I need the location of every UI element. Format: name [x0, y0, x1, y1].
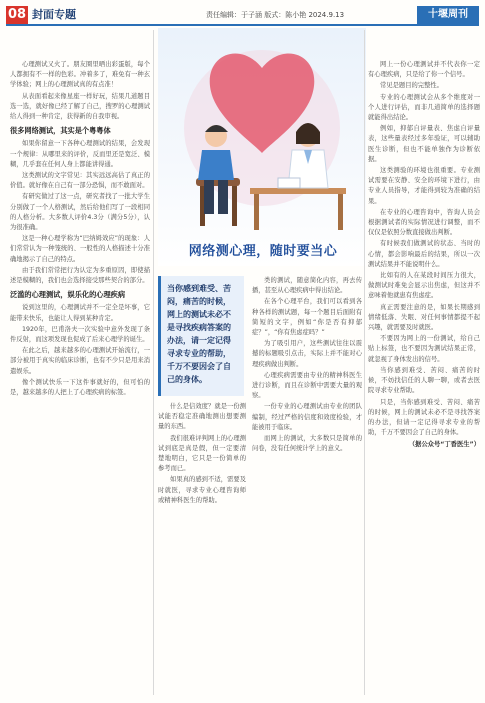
- source-credit: （据公众号“丁香医生”）: [408, 441, 480, 449]
- paragraph: 不要因为网上的一份测试，给自己贴上标签，也不要因为测试结果正常，就忽视了身体发出的信号。: [368, 335, 480, 363]
- article-column-4: [368, 60, 480, 451]
- paragraph: 专业的心理测试会从多个维度对一个人进行评估，而非几道简单的选择题就能得出结论。: [368, 93, 480, 122]
- column-divider: [153, 30, 154, 695]
- paragraph: 我们很难评判网上的心理测试到底是真是假，但一定要清楚地明白，它只是一份简单的参考而已。: [158, 434, 246, 473]
- subheading: 很多网络测试，其实是个粤粤体: [10, 126, 111, 136]
- article-column-3: [252, 276, 362, 455]
- paragraph: 说到这里的，心理测试并不一定全是坏事，它能带来快乐，也能让人得到某种肯定。: [10, 304, 150, 322]
- paragraph: 一份专业的心理测试由专业的团队编制，经过严格的信度和效度检验，才能被用于临床。: [252, 403, 362, 431]
- paragraph: 这类测验的环境也很重要。专业测试需要在安静、安全的环境下进行，由专业人员指导，才能得到较为准确的结果。: [368, 167, 480, 205]
- paragraph: 如果真的感到不适，需要及时就医，寻求专业心理咨询师或精神科医生的帮助。: [158, 476, 246, 504]
- paragraph: 在专业的心理咨询中，咨询人员会根据测试者的实际情况进行调整，而不仅仅是依照分数直接做出判断。: [368, 208, 480, 237]
- paragraph: 有研究做过了这一点，研究者找了一批大学生分别做了一个人格测试，然后给他们写了一段相同的人格分析。大多数人评价4.3分（满分5分），认为很准确。: [10, 193, 150, 232]
- paragraph: 这是一种心理学称为“巴纳姆效应”的现象：人们常常认为一种笼统的、一般性的人格描述十分准确地揭示了自己的特点。: [10, 235, 150, 263]
- paragraph: 在此之后，越来越多的心理测试开始流行，一部分被用于真实的临床诊断，也有不少只是用来消遣娱乐。: [10, 347, 150, 375]
- feature-title: 网络测心理，随时要当心: [188, 244, 338, 259]
- paragraph: 为了吸引用户，这些测试往往以震撼的标题吸引点击，实际上并不能对心理疾病做出判断。: [252, 340, 362, 368]
- paragraph: 真正需要注意的是，如果长期感到情绪低落、失眠、对任何事情都提不起兴趣，就需要及时就医。: [368, 303, 480, 332]
- article-column-1: [10, 60, 150, 399]
- paragraph: 常见是题目的完整性。: [380, 82, 443, 90]
- paragraph: 这类测试的文字常见：其实远远高估了真正的价值。就好像在自己有一部分恐惧，而不敢面对。: [10, 172, 150, 190]
- newspaper-brand: 十堰周刊: [417, 6, 479, 24]
- page-header: [6, 6, 479, 26]
- feature-illustration: [158, 28, 366, 266]
- paragraph: 有时候我们做测试的状态、当时的心情，都会影响最后的结果，所以一次测试结果并不能说明什么。: [368, 240, 480, 268]
- paragraph: 网上一份心理测试并不代表你一定有心理疾病，只是给了你一个信号。: [368, 61, 480, 79]
- paragraph: 类的测试，随意简化内容，再去传播，甚至从心理疾病中得出结论。: [252, 277, 362, 295]
- paragraph: 像个测试快乐一下这件事就好的，但可怕的是，越来越多的人把上了心理疾病的标签。: [10, 378, 150, 397]
- article-column-2: [158, 402, 246, 507]
- paragraph: 而网上的测试，大多数只是简单的问卷，没有任何统计学上的意义。: [252, 435, 362, 453]
- credits-line: 责任编辑：于子涵 版式：陈小艳 2024.9.13: [206, 11, 345, 19]
- paragraph: 从表面看起来像星座一样好玩，结果几道题目选一选，就好像已经了解了自己，搜罗的心理测试给人得到一种肯定，获得新的自我审视。: [10, 92, 150, 121]
- column-divider: [364, 30, 365, 695]
- subheading: 泛滥的心理测试，娱乐化的心理疾病: [10, 290, 126, 300]
- pull-quote: 当你感到难受、苦闷，痛苦的时候，网上的测试未必不是寻找疾病答案的办法，请一定记得寻求专业的帮助，千万不要因会了自己的身体。: [158, 276, 244, 396]
- paragraph: 只是，当你感到难受、苦闷、痛苦的时候，网上的测试未必不是寻找答案的办法，但请一定记得寻求专业的帮助，千万不要因会了自己的身体。: [368, 398, 480, 437]
- doctor-patient-illustration: [158, 28, 366, 266]
- page-number: 08: [7, 7, 27, 22]
- paragraph: 心理测试又火了。朋友圈里晒出彩蛋版，每个人都拥有不一样的色彩。冲着多了，难免有一种玄学体验；网上的心理测试真的有点准！: [10, 61, 150, 89]
- paragraph: 比如有的人在某段时间压力很大，做测试时难免会显示出焦虑，但这并不意味着他就患有焦虑症。: [368, 272, 480, 300]
- paragraph: 1920年，巴甫洛夫一次实验中意外发现了条件反射，而这项发现也促成了后来心理学的诞生。: [10, 325, 150, 344]
- paragraph: 如果你留意一下各种心理测试的结果，会发现一个规律：从哪里来的评价，反而里还是宽泛、模糊，几乎套在任何人身上都能讲得通。: [10, 140, 150, 168]
- paragraph: 当你感到难受、苦闷、痛苦的时候，不妨找信任的人聊一聊，或者去医院寻求专业帮助。: [368, 366, 480, 395]
- paragraph: 什么是信效度？就是一份测试能否稳定准确地测出想要测量的东西。: [158, 403, 246, 431]
- paragraph: 例如，抑郁自评量表、焦虑自评量表，这些量表经过多年验证，可以辅助医生诊断，但也不能单独作为诊断依据。: [368, 125, 480, 163]
- paragraph: 由于我们常常把行为认定为多重原因，即使描述是模糊的，我们也会选择接受那些契合的部分。: [10, 266, 150, 285]
- section-title: 封面专题: [32, 8, 76, 21]
- paragraph: 在各个心理平台，我们可以看到各种各样的测试题，每一个题目后面附有简短的文字，例如“你是否有抑郁症？”，“你有焦虑症吗？”: [252, 298, 362, 337]
- paragraph: 心理疾病需要由专业的精神科医生进行诊断，而且在诊断中需要大量的观察。: [252, 371, 362, 400]
